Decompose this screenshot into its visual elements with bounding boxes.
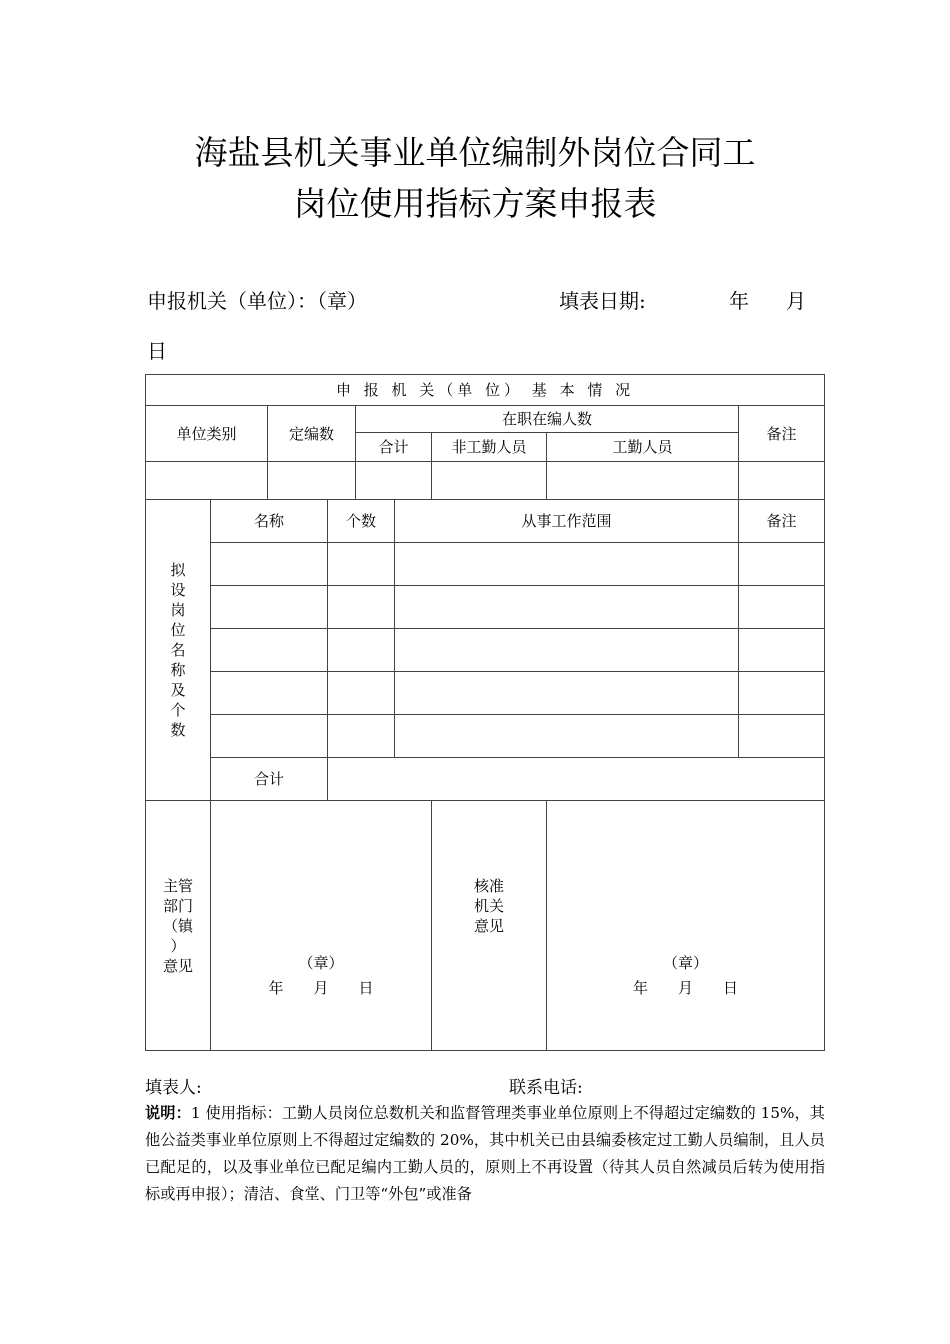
post-row (146, 543, 825, 586)
fill-date-year: 年 (729, 289, 749, 313)
proposed-posts-char: 设 (170, 581, 186, 599)
total-cell[interactable] (356, 462, 432, 500)
post-count-cell[interactable] (328, 543, 395, 586)
dept-opinion-line: 主管 (162, 876, 193, 895)
work-scope-cell[interactable] (395, 672, 739, 715)
work-scope-cell[interactable] (395, 543, 739, 586)
post-remark-cell[interactable] (739, 672, 825, 715)
worker-header: 工勤人员 (547, 433, 739, 462)
unit-type-header: 单位类别 (146, 406, 268, 462)
approve-opinion-label (432, 801, 547, 1051)
dept-date (211, 978, 431, 998)
post-count-cell[interactable] (328, 715, 395, 758)
post-count-cell[interactable] (328, 672, 395, 715)
proposed-posts-char: 称 (170, 661, 186, 679)
work-scope-cell[interactable] (395, 629, 739, 672)
approve-date-year: 年 (633, 979, 649, 997)
notes-label: 说明： (145, 1104, 191, 1122)
post-count-cell[interactable] (328, 586, 395, 629)
approve-opinion-line: 机关 (473, 897, 504, 915)
dept-date-day: 日 (358, 979, 374, 997)
post-name-cell[interactable] (211, 629, 328, 672)
approve-seal: （章） (663, 954, 709, 972)
approve-date-day: 日 (723, 979, 739, 997)
dept-date-month: 月 (313, 979, 329, 997)
work-scope-cell[interactable] (395, 715, 739, 758)
proposed-posts-char: 拟 (170, 561, 186, 579)
post-name-cell[interactable] (211, 586, 328, 629)
dept-date-year: 年 (268, 979, 284, 997)
proposed-posts-char: 个 (170, 701, 186, 719)
proposed-posts-char: 位 (170, 621, 186, 639)
post-name-cell[interactable] (211, 543, 328, 586)
approve-date-month: 月 (678, 979, 694, 997)
non-worker-cell[interactable] (432, 462, 547, 500)
filler-label: 填表人: (145, 1078, 202, 1098)
unit-type-cell[interactable] (146, 462, 268, 500)
post-name-cell[interactable] (211, 715, 328, 758)
proposed-posts-char: 岗 (170, 601, 186, 619)
application-form-table (145, 374, 825, 1051)
post-row (146, 715, 825, 758)
phone-label: 联系电话: (509, 1078, 583, 1098)
dept-opinion-line: ） (170, 936, 186, 955)
approve-opinion-line: 意见 (473, 917, 504, 935)
post-remark-cell[interactable] (739, 543, 825, 586)
form-title-line2: 岗位使用指标方案申报表 (293, 184, 657, 223)
dept-opinion-line: 部门 (162, 896, 193, 915)
work-scope-header: 从事工作范围 (395, 500, 739, 543)
post-remark-cell[interactable] (739, 629, 825, 672)
post-sum-label: 合计 (211, 758, 328, 801)
dept-opinion-line: （镇 (162, 916, 193, 935)
post-remark-cell[interactable] (739, 586, 825, 629)
approve-opinion-cell[interactable] (547, 801, 825, 1051)
post-name-header: 名称 (211, 500, 328, 543)
dept-opinion-line: 意见 (162, 956, 193, 975)
post-row (146, 672, 825, 715)
dept-seal: （章） (298, 954, 344, 972)
non-worker-header: 非工勤人员 (432, 433, 547, 462)
fill-date-month: 月 (786, 289, 806, 313)
remark-header: 备注 (739, 406, 825, 462)
proposed-posts-char: 名 (170, 641, 186, 659)
proposed-posts-char: 及 (170, 681, 186, 699)
proposed-posts-label (146, 500, 211, 801)
post-remark-cell[interactable] (739, 715, 825, 758)
quota-cell[interactable] (268, 462, 356, 500)
post-row (146, 586, 825, 629)
post-remark-header: 备注 (739, 500, 825, 543)
proposed-posts-char: 数 (170, 721, 186, 739)
dept-opinion-label (146, 801, 211, 1051)
form-title-line1: 海盐县机关事业单位编制外岗位合同工 (194, 133, 756, 172)
notes-paragraph (145, 1100, 825, 1208)
fill-date-day: 日 (147, 339, 167, 363)
post-row (146, 629, 825, 672)
approve-date (547, 978, 824, 998)
approve-opinion-line: 核准 (473, 877, 504, 895)
quota-header: 定编数 (268, 406, 356, 462)
blank-cell[interactable] (739, 462, 825, 500)
notes-text: 1 使用指标：工勤人员岗位总数机关和监督管理类事业单位原则上不得超过定编数的 15%，其他公益类事业单位原则上不得超过定编数的 20%，其中机关已由县编委核定过工勤人员编制，且人员已配足的，以及事业单位已配足编内工勤人员的，原则上不再设置（待其人员自然减员后转为使用指标或再申报）；清洁、食堂、门卫等“外包”或准备 (145, 1104, 825, 1203)
post-name-cell[interactable] (211, 672, 328, 715)
work-scope-cell[interactable] (395, 586, 739, 629)
in-service-header: 在职在编人数 (356, 406, 739, 433)
dept-opinion-cell[interactable] (211, 801, 432, 1051)
post-sum-cell[interactable] (328, 758, 825, 801)
section-basic-info-title: 申 报 机 关（单 位） 基 本 情 况 (146, 375, 825, 406)
total-header: 合计 (356, 433, 432, 462)
post-count-cell[interactable] (328, 629, 395, 672)
fill-date-label: 填表日期: (559, 289, 646, 313)
reporting-unit-label: 申报机关（单位）：（章） (147, 289, 367, 313)
worker-cell[interactable] (547, 462, 739, 500)
post-count-header: 个数 (328, 500, 395, 543)
